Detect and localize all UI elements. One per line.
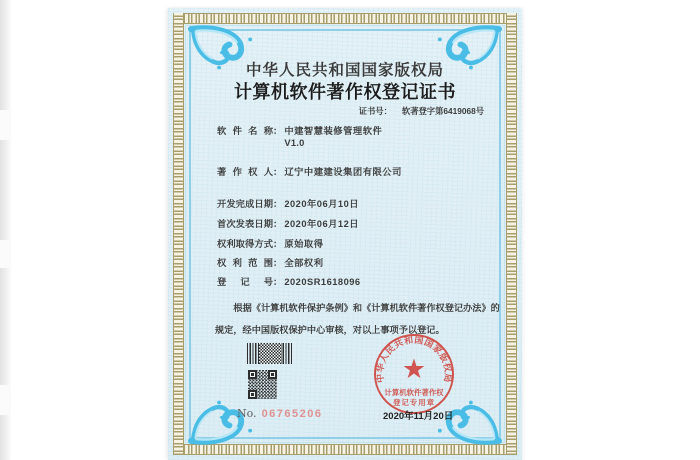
field-value: 辽宁中建建设集团有限公司 bbox=[284, 167, 402, 177]
qr-finder-icon bbox=[248, 390, 257, 399]
field-label: 首次发表日期 bbox=[217, 219, 273, 229]
field-colon: ： bbox=[273, 219, 283, 229]
seal-caption-line2: 登记专用章 bbox=[393, 398, 435, 407]
field-value: 2020年06月10日 bbox=[284, 199, 360, 209]
field-registration-number bbox=[217, 276, 361, 288]
scan-edge-notch bbox=[0, 240, 9, 268]
field-rights-acquisition bbox=[217, 238, 324, 250]
registration-statement: 根据《计算机软件保护条例》和《计算机软件著作权登记办法》的规定，经中国版权保护中心审核，对以上事项予以登记。 bbox=[215, 303, 500, 335]
certificate-title: 计算机软件著作权登记证书 bbox=[234, 82, 456, 102]
field-label: 登记号 bbox=[217, 277, 273, 287]
field-copyright-owner bbox=[217, 166, 402, 178]
field-value: 原始取得 bbox=[284, 239, 324, 249]
issuing-authority: 中华人民共和国国家版权局 bbox=[245, 62, 444, 79]
serial-number: 06765206 bbox=[261, 408, 323, 420]
serial-label: No. bbox=[237, 407, 257, 420]
scan-edge-notch bbox=[0, 110, 9, 140]
official-seal-stamp bbox=[372, 332, 456, 416]
qr-finder-icon bbox=[268, 370, 277, 379]
qr-finder-icon bbox=[248, 370, 257, 379]
field-dev-complete-date bbox=[217, 198, 359, 210]
qr-code-icon bbox=[248, 370, 277, 399]
field-label: 权利取得方式 bbox=[217, 239, 273, 249]
certificate-sheet bbox=[168, 8, 522, 460]
barcode-icon bbox=[247, 343, 293, 364]
corner-flourish-icon bbox=[188, 396, 262, 446]
certificate-number-label: 证书号： bbox=[358, 106, 392, 116]
field-first-publish-date bbox=[217, 218, 359, 230]
star-icon: ★ bbox=[401, 354, 427, 384]
meander-border-top bbox=[173, 13, 517, 24]
field-colon: ： bbox=[273, 258, 283, 268]
field-value: 全部权利 bbox=[284, 258, 324, 268]
field-value: 中建智慧装修管理软件 V1.0 bbox=[284, 126, 383, 148]
field-colon: ： bbox=[273, 239, 283, 249]
certificate-number-line bbox=[168, 105, 484, 117]
field-value: 2020SR1618096 bbox=[284, 277, 361, 287]
field-value: 2020年06月12日 bbox=[284, 219, 360, 229]
issue-date: 2020年11月20日 bbox=[383, 411, 454, 422]
field-software-name bbox=[217, 125, 382, 149]
field-colon: ： bbox=[273, 167, 283, 177]
field-rights-scope bbox=[217, 257, 324, 269]
software-version: V1.0 bbox=[284, 138, 305, 148]
field-colon: ： bbox=[273, 126, 283, 136]
certificate-number-value: 软著登字第6419068号 bbox=[401, 106, 484, 116]
field-colon: ： bbox=[273, 199, 283, 209]
seal-caption-line1: 计算机软件著作权 bbox=[384, 388, 444, 397]
field-label: 开发完成日期 bbox=[217, 199, 273, 209]
seal-ring-text: 中华人民共和国国家版权局 bbox=[374, 334, 454, 384]
field-colon: ： bbox=[273, 277, 283, 287]
field-label: 软件名称 bbox=[217, 126, 273, 136]
barcode-matrix-icon bbox=[259, 343, 282, 364]
scan-edge-notch bbox=[0, 385, 9, 415]
field-label: 权利范围 bbox=[217, 258, 273, 268]
serial-number-line bbox=[237, 407, 323, 420]
field-label: 著作权人 bbox=[217, 167, 273, 177]
